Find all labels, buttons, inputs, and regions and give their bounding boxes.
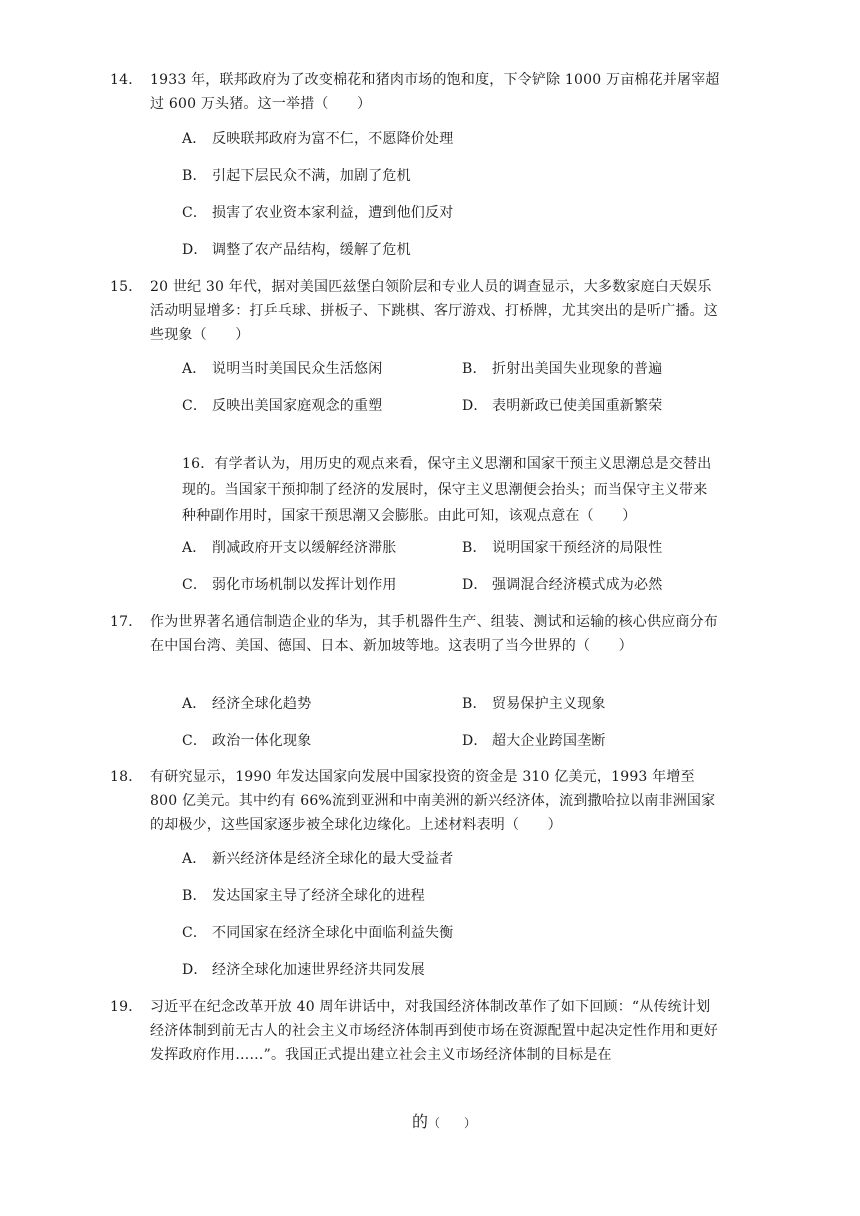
- option-text: 超大企业跨国垄断: [492, 733, 606, 749]
- option-key: D．: [182, 962, 208, 978]
- question-stem: 20 世纪 30 年代，据对美国匹兹堡白领阶层和专业人员的调查显示，大多数家庭白天娱乐活动明显增多：打乒乓球、拼板子、下跳棋、客厅游戏、打桥牌，尤其突出的是听广播。这些现象（ ）: [150, 279, 718, 343]
- option-text: 不同国家在经济全球化中面临利益失衡: [212, 925, 454, 941]
- option-d[interactable]: [462, 575, 662, 595]
- option-key: C．: [182, 205, 208, 221]
- option-text: 新兴经济体是经济全球化的最大受益者: [212, 851, 454, 867]
- option-c[interactable]: [182, 396, 382, 416]
- option-key: D．: [462, 398, 488, 414]
- option-text: 经济全球化趋势: [212, 696, 312, 712]
- option-text: 强调混合经济模式成为必然: [492, 577, 663, 593]
- option-text: 表明新政已使美国重新繁荣: [492, 398, 663, 414]
- option-text: 政治一体化现象: [212, 733, 312, 749]
- question-number: 18．: [110, 769, 143, 785]
- question-stem: 作为世界著名通信制造企业的华为，其手机器件生产、组装、测试和运输的核心供应商分布在中国台湾、美国、德国、日本、新加坡等地。这表明了当今世界的（ ）: [150, 614, 718, 654]
- question-stem: 有研究显示，1990 年发达国家向发展中国家投资的资金是 310 亿美元，1993 年增至 800 亿美元。其中约有 66%流到亚洲和中南美洲的新兴经济体，流到撒哈拉以南非洲国家的却极少，这些国家逐步被全球化边缘化。上述材料表明（ ）: [150, 769, 716, 833]
- option-key: D．: [182, 242, 208, 258]
- option-text: 折射出美国失业现象的普遍: [492, 361, 663, 377]
- option-key: A．: [182, 361, 207, 377]
- option-c[interactable]: [182, 203, 453, 223]
- option-a[interactable]: [182, 849, 453, 869]
- question-stem: 1933 年，联邦政府为了改变棉花和猪肉市场的饱和度，下令铲除 1000 万亩棉花并屠宰超过 600 万头猪。这一举措（ ）: [150, 72, 720, 112]
- option-text: 引起下层民众不满，加剧了危机: [212, 168, 411, 184]
- option-b[interactable]: [462, 359, 662, 379]
- option-key: B．: [462, 361, 487, 377]
- question-19: [110, 995, 720, 1067]
- question-number: 16．: [182, 456, 215, 472]
- question-stem: 16．有学者认为，用历史的观点来看，保守主义思潮和国家干预主义思潮总是交替出现的。当国家干预抑制了经济的发展时，保守主义思潮便会抬头；而当保守主义带来种种副作用时，国家干预思潮又会膨胀。由此可知，该观点意在（ ）: [182, 456, 712, 524]
- option-key: C．: [182, 398, 208, 414]
- option-key: D．: [462, 577, 488, 593]
- option-text: 削减政府开支以缓解经济滞胀: [212, 540, 397, 556]
- option-text: 反映出美国家庭观念的重塑: [212, 398, 383, 414]
- option-d[interactable]: [182, 960, 425, 980]
- option-b[interactable]: [182, 166, 411, 186]
- option-text: 发达国家主导了经济全球化的进程: [212, 888, 425, 904]
- option-text: 反映联邦政府为富不仁，不愿降价处理: [212, 131, 454, 147]
- option-text: 调整了农产品结构，缓解了危机: [212, 242, 411, 258]
- question-16: [182, 451, 720, 529]
- question-number: 14．: [110, 72, 143, 88]
- option-key: C．: [182, 577, 208, 593]
- question-number: 17．: [110, 614, 143, 630]
- question-15: [110, 275, 720, 347]
- answer-blank: [412, 1110, 476, 1135]
- option-a[interactable]: [182, 129, 453, 149]
- option-key: B．: [182, 168, 207, 184]
- option-key: B．: [182, 888, 207, 904]
- option-key: B．: [462, 696, 487, 712]
- option-key: C．: [182, 733, 208, 749]
- option-d[interactable]: [182, 240, 411, 260]
- option-key: B．: [462, 540, 487, 556]
- option-c[interactable]: [182, 923, 453, 943]
- question-14: [110, 68, 720, 116]
- option-a[interactable]: [182, 359, 382, 379]
- option-key: A．: [182, 696, 207, 712]
- option-key: A．: [182, 540, 207, 556]
- option-text: 贸易保护主义现象: [492, 696, 606, 712]
- option-text: 经济全球化加速世界经济共同发展: [212, 962, 425, 978]
- option-a[interactable]: [182, 694, 311, 714]
- option-key: D．: [462, 733, 488, 749]
- option-c[interactable]: [182, 575, 397, 595]
- question-18: [110, 765, 720, 837]
- tail-char: 的: [412, 1112, 429, 1131]
- question-stem: 习近平在纪念改革开放 40 周年讲话中，对我国经济体制改革作了如下回顾：“从传统计划经济体制到前无古人的社会主义市场经济体制再到使市场在资源配置中起决定性作用和更好发挥政府作用……”。我国正式提出建立社会主义市场经济体制的目标是在: [150, 999, 718, 1063]
- question-number: 15．: [110, 279, 143, 295]
- option-b[interactable]: [182, 886, 425, 906]
- option-text: 说明当时美国民众生活悠闲: [212, 361, 383, 377]
- option-d[interactable]: [462, 396, 662, 416]
- option-a[interactable]: [182, 538, 397, 558]
- option-b[interactable]: [462, 694, 606, 714]
- answer-paren[interactable]: （ ）: [428, 1116, 477, 1130]
- option-key: C．: [182, 925, 208, 941]
- option-c[interactable]: [182, 731, 311, 751]
- option-b[interactable]: [462, 538, 662, 558]
- question-number: 19．: [110, 999, 143, 1015]
- option-text: 损害了农业资本家利益，遭到他们反对: [212, 205, 454, 221]
- question-17: [110, 610, 720, 658]
- option-text: 弱化市场机制以发挥计划作用: [212, 577, 397, 593]
- option-d[interactable]: [462, 731, 606, 751]
- option-key: A．: [182, 851, 207, 867]
- option-text: 说明国家干预经济的局限性: [492, 540, 663, 556]
- option-key: A．: [182, 131, 207, 147]
